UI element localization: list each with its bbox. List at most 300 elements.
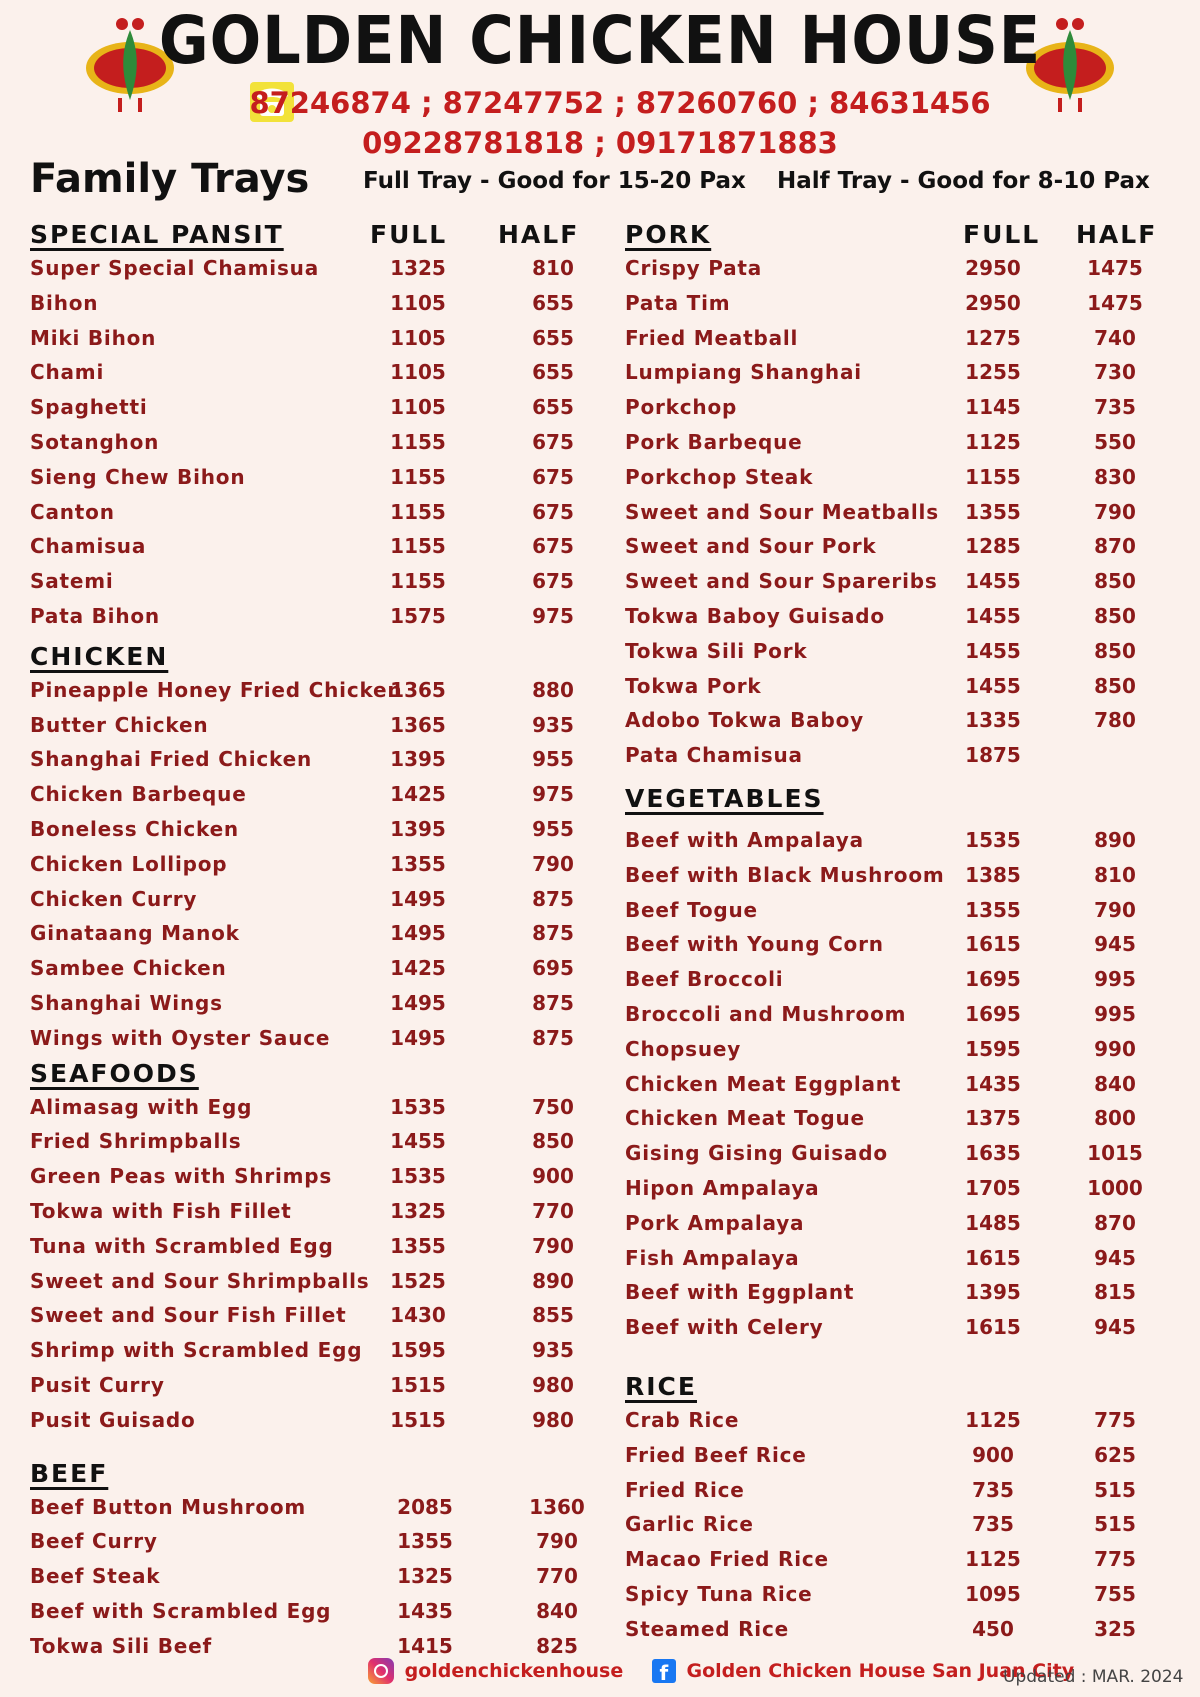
menu-item-name: Butter Chicken xyxy=(30,712,209,737)
menu-item-name: Chicken Curry xyxy=(30,886,198,911)
full-price: 1415 xyxy=(397,1633,453,1658)
half-price: 945 xyxy=(1094,1245,1136,1270)
half-price: 655 xyxy=(532,325,574,350)
full-price: 1125 xyxy=(965,1407,1021,1432)
menu-item-name: Sweet and Sour Spareribs xyxy=(625,569,938,594)
menu-item-row xyxy=(30,846,574,881)
half-price: 840 xyxy=(536,1598,578,1623)
menu-item-row xyxy=(625,1402,1185,1437)
menu-item-name: Boneless Chicken xyxy=(30,816,239,841)
menu-item-row xyxy=(625,737,1185,772)
full-price: 1325 xyxy=(390,1198,446,1223)
menu-item-name: Shanghai Wings xyxy=(30,990,223,1015)
section-header-special-pansit xyxy=(30,214,580,250)
menu-item-row xyxy=(625,1205,1185,1240)
menu-item-name: Pineapple Honey Fried Chicken xyxy=(30,677,403,702)
menu-item-row xyxy=(625,459,1185,494)
full-price: 1430 xyxy=(390,1303,446,1328)
section-header-rice xyxy=(625,1366,1185,1402)
half-price: 975 xyxy=(532,603,574,628)
menu-item-row xyxy=(625,528,1185,563)
menu-item-row xyxy=(625,1135,1185,1170)
menu-item-name: Sweet and Sour Pork xyxy=(625,534,877,559)
menu-item-row xyxy=(30,1158,574,1193)
menu-item-name: Fried Shrimpballs xyxy=(30,1129,242,1154)
menu-item-name: Beef with Eggplant xyxy=(625,1280,855,1305)
half-price: 675 xyxy=(532,464,574,489)
instagram-icon[interactable] xyxy=(368,1658,394,1684)
half-price: 740 xyxy=(1094,325,1136,350)
menu-item-name: Sweet and Sour Fish Fillet xyxy=(30,1303,347,1328)
half-price: 880 xyxy=(532,677,574,702)
footer xyxy=(368,1658,1074,1688)
menu-item-name: Tokwa Pork xyxy=(625,673,762,698)
menu-item-row xyxy=(625,354,1185,389)
menu-item-name: Pork Ampalaya xyxy=(625,1210,805,1235)
full-price: 1615 xyxy=(965,1245,1021,1270)
menu-item-row xyxy=(625,857,1185,892)
restaurant-title: GOLDEN CHICKEN HOUSE xyxy=(158,2,1042,79)
half-price: 800 xyxy=(1094,1106,1136,1131)
menu-item-name: Tokwa Baboy Guisado xyxy=(625,603,885,628)
section-header-chicken xyxy=(30,636,570,672)
menu-item-name: Chicken Barbeque xyxy=(30,782,247,807)
full-price: 1355 xyxy=(965,499,1021,524)
menu-item-name: Satemi xyxy=(30,569,114,594)
half-price: 875 xyxy=(532,990,574,1015)
half-price: 870 xyxy=(1094,534,1136,559)
full-price: 1105 xyxy=(390,325,446,350)
half-price: 790 xyxy=(536,1529,578,1554)
half-price: 980 xyxy=(532,1372,574,1397)
full-price: 1595 xyxy=(965,1036,1021,1061)
full-price: 2950 xyxy=(965,256,1021,280)
menu-item-row xyxy=(30,459,574,494)
menu-item-row xyxy=(625,424,1185,459)
menu-item-name: Alimasag with Egg xyxy=(30,1094,253,1119)
half-price: 675 xyxy=(532,499,574,524)
half-price: 325 xyxy=(1094,1616,1136,1641)
full-price: 1695 xyxy=(965,1001,1021,1026)
half-price: 1475 xyxy=(1087,290,1143,315)
full-price: 1435 xyxy=(397,1598,453,1623)
half-price: 1000 xyxy=(1087,1175,1143,1200)
full-price: 735 xyxy=(972,1512,1014,1537)
half-price: 1360 xyxy=(529,1494,585,1519)
left-menu-column xyxy=(30,214,585,1662)
full-price: 1125 xyxy=(965,429,1021,454)
full-price: 1495 xyxy=(390,1025,446,1050)
menu-item-name: Wings with Oyster Sauce xyxy=(30,1025,331,1050)
menu-item-row xyxy=(625,250,1185,285)
menu-item-name: Steamed Rice xyxy=(625,1616,789,1641)
menu-item-row xyxy=(30,1332,574,1367)
menu-item-row xyxy=(30,250,574,285)
half-price: 695 xyxy=(532,956,574,981)
menu-item-row xyxy=(30,1523,578,1558)
menu-item-name: Fish Ampalaya xyxy=(625,1245,800,1270)
full-price: 1635 xyxy=(965,1141,1021,1166)
half-price: 775 xyxy=(1094,1407,1136,1432)
section-header-beef xyxy=(30,1453,570,1489)
full-price: 1155 xyxy=(390,499,446,524)
full-price: 1385 xyxy=(965,862,1021,887)
section-title: BEEF xyxy=(30,1458,109,1488)
facebook-page[interactable]: Golden Chicken House San Juan City xyxy=(686,1660,1075,1682)
facebook-icon[interactable]: f xyxy=(652,1659,676,1683)
menu-item-name: Sieng Chew Bihon xyxy=(30,464,246,489)
menu-item-row xyxy=(30,950,574,985)
full-price: 1515 xyxy=(390,1372,446,1397)
section-title: RICE xyxy=(625,1371,697,1401)
family-trays-heading: Family Trays xyxy=(30,156,310,202)
menu-item-row xyxy=(30,1367,574,1402)
menu-item-name: Fried Beef Rice xyxy=(625,1442,807,1467)
menu-item-name: Beef with Black Mushroom xyxy=(625,862,945,887)
full-price: 1525 xyxy=(390,1268,446,1293)
full-price: 1155 xyxy=(390,534,446,559)
half-price: 515 xyxy=(1094,1477,1136,1502)
menu-item-row xyxy=(625,926,1185,961)
menu-item-name: Beef with Scrambled Egg xyxy=(30,1598,332,1623)
menu-item-name: Pork Barbeque xyxy=(625,429,803,454)
full-price: 735 xyxy=(972,1477,1014,1502)
half-price: 675 xyxy=(532,569,574,594)
half-price: 995 xyxy=(1094,1001,1136,1026)
menu-item-row xyxy=(30,1193,574,1228)
menu-item-row xyxy=(625,563,1185,598)
rice-list xyxy=(625,1402,1185,1646)
menu-item-row xyxy=(30,320,574,355)
menu-item-row xyxy=(625,494,1185,529)
half-price: 825 xyxy=(536,1633,578,1658)
menu-item-row xyxy=(30,1593,578,1628)
half-price: 975 xyxy=(532,782,574,807)
full-price: 1275 xyxy=(965,325,1021,350)
section-title: VEGETABLES xyxy=(625,783,824,813)
instagram-handle[interactable]: goldenchickenhouse xyxy=(404,1660,624,1682)
menu-item-row xyxy=(625,389,1185,424)
full-price: 1255 xyxy=(965,360,1021,385)
menu-item-row xyxy=(625,598,1185,633)
half-price: 945 xyxy=(1094,1315,1136,1340)
menu-item-row xyxy=(625,1576,1185,1611)
menu-item-row xyxy=(625,1274,1185,1309)
full-price: 1395 xyxy=(390,816,446,841)
menu-item-row xyxy=(625,961,1185,996)
full-price: 1395 xyxy=(965,1280,1021,1305)
full-price: 1125 xyxy=(965,1547,1021,1572)
full-price: 1515 xyxy=(390,1407,446,1432)
menu-item-name: Pusit Curry xyxy=(30,1372,165,1397)
menu-item-row xyxy=(30,1228,574,1263)
full-price: 1355 xyxy=(390,1233,446,1258)
menu-item-row xyxy=(625,822,1185,857)
menu-item-name: Sotanghon xyxy=(30,429,160,454)
full-price: 1155 xyxy=(965,464,1021,489)
menu-item-name: Beef Steak xyxy=(30,1564,161,1589)
menu-item-row xyxy=(625,1170,1185,1205)
menu-item-name: Beef Curry xyxy=(30,1529,158,1554)
half-price: 1475 xyxy=(1087,256,1143,280)
half-price: 890 xyxy=(532,1268,574,1293)
full-price: 1425 xyxy=(390,782,446,807)
menu-item-row xyxy=(625,285,1185,320)
menu-item-row xyxy=(30,811,574,846)
menu-item-name: Chicken Lollipop xyxy=(30,851,228,876)
half-price: 655 xyxy=(532,290,574,315)
menu-item-name: Fried Meatball xyxy=(625,325,799,350)
menu-item-name: Tuna with Scrambled Egg xyxy=(30,1233,334,1258)
menu-item-row xyxy=(30,1020,574,1055)
section-title: SEAFOODS xyxy=(30,1058,199,1088)
menu-item-name: Hipon Ampalaya xyxy=(625,1175,820,1200)
menu-item-row xyxy=(625,702,1185,737)
full-column-label: FULL xyxy=(963,220,1041,249)
menu-item-name: Tokwa Sili Pork xyxy=(625,638,808,663)
full-price: 1485 xyxy=(965,1210,1021,1235)
full-price: 1095 xyxy=(965,1581,1021,1606)
menu-item-name: Porkchop Steak xyxy=(625,464,814,489)
phone-numbers-landline: 87246874 ; 87247752 ; 87260760 ; 84631456 xyxy=(249,86,991,120)
menu-item-row xyxy=(30,881,574,916)
menu-item-row xyxy=(625,996,1185,1031)
menu-item-name: Beef Togue xyxy=(625,897,758,922)
menu-item-name: Shrimp with Scrambled Egg xyxy=(30,1338,363,1363)
full-price: 1365 xyxy=(390,677,446,702)
half-price: 770 xyxy=(532,1198,574,1223)
full-price: 1395 xyxy=(390,747,446,772)
menu-item-row xyxy=(30,494,574,529)
full-price: 1615 xyxy=(965,1315,1021,1340)
menu-item-name: Chopsuey xyxy=(625,1036,742,1061)
menu-item-name: Beef with Young Corn xyxy=(625,932,884,957)
half-price: 770 xyxy=(536,1564,578,1589)
menu-item-name: Pata Tim xyxy=(625,290,731,315)
menu-item-row xyxy=(30,354,574,389)
section-header-vegetables xyxy=(625,778,1185,814)
menu-item-row xyxy=(30,1089,574,1124)
menu-item-row xyxy=(625,1506,1185,1541)
half-price: 995 xyxy=(1094,967,1136,992)
menu-item-name: Beef with Celery xyxy=(625,1315,824,1340)
menu-item-row xyxy=(625,668,1185,703)
menu-item-name: Chicken Meat Eggplant xyxy=(625,1071,902,1096)
menu-item-name: Canton xyxy=(30,499,115,524)
full-price: 1105 xyxy=(390,395,446,420)
full-price: 1575 xyxy=(390,603,446,628)
full-price: 1495 xyxy=(390,921,446,946)
half-tray-info: Half Tray - Good for 8-10 Pax xyxy=(777,168,1150,194)
full-price: 900 xyxy=(972,1442,1014,1467)
half-price: 980 xyxy=(532,1407,574,1432)
seafoods-list xyxy=(30,1089,574,1437)
full-price: 1355 xyxy=(397,1529,453,1554)
half-price: 775 xyxy=(1094,1547,1136,1572)
half-price: 655 xyxy=(532,360,574,385)
menu-item-row xyxy=(30,707,574,742)
full-price: 1535 xyxy=(390,1164,446,1189)
half-price: 1015 xyxy=(1087,1141,1143,1166)
menu-item-row xyxy=(30,389,574,424)
full-price: 1695 xyxy=(965,967,1021,992)
section-title: PORK xyxy=(625,220,712,249)
menu-item-name: Spicy Tuna Rice xyxy=(625,1581,813,1606)
half-price: 815 xyxy=(1094,1280,1136,1305)
full-price: 1875 xyxy=(965,743,1021,768)
half-price: 935 xyxy=(532,712,574,737)
menu-item-name: Miki Bihon xyxy=(30,325,157,350)
menu-item-row xyxy=(625,320,1185,355)
full-price: 1355 xyxy=(965,897,1021,922)
full-price: 1155 xyxy=(390,464,446,489)
menu-item-row xyxy=(30,985,574,1020)
menu-item-row xyxy=(625,1240,1185,1275)
menu-item-name: Garlic Rice xyxy=(625,1512,754,1537)
half-price: 750 xyxy=(532,1094,574,1119)
menu-item-name: Super Special Chamisua xyxy=(30,256,320,280)
menu-item-row xyxy=(30,1489,585,1524)
menu-item-row xyxy=(625,1031,1185,1066)
half-price: 790 xyxy=(532,851,574,876)
menu-item-name: Spaghetti xyxy=(30,395,148,420)
menu-item-row xyxy=(30,1297,574,1332)
full-price: 1425 xyxy=(390,956,446,981)
half-price: 780 xyxy=(1094,708,1136,733)
full-price: 1365 xyxy=(390,712,446,737)
half-price: 730 xyxy=(1094,360,1136,385)
half-column-label: HALF xyxy=(498,220,580,249)
menu-item-name: Lumpiang Shanghai xyxy=(625,360,862,385)
half-price: 675 xyxy=(532,429,574,454)
menu-item-row xyxy=(30,285,574,320)
menu-item-name: Shanghai Fried Chicken xyxy=(30,747,312,772)
full-price: 1435 xyxy=(965,1071,1021,1096)
menu-item-row xyxy=(30,915,574,950)
menu-item-name: Crispy Pata xyxy=(625,256,763,280)
half-price: 850 xyxy=(1094,603,1136,628)
menu-item-name: Adobo Tokwa Baboy xyxy=(625,708,864,733)
section-title: SPECIAL PANSIT xyxy=(30,220,284,249)
half-price: 870 xyxy=(1094,1210,1136,1235)
special-pansit-list xyxy=(30,250,574,633)
menu-item-row xyxy=(625,1437,1185,1472)
section-header-seafoods xyxy=(30,1053,570,1089)
pork-list xyxy=(625,250,1185,772)
half-price: 935 xyxy=(532,1338,574,1363)
menu-item-row xyxy=(30,776,574,811)
menu-item-row xyxy=(30,598,574,633)
menu-item-row xyxy=(30,1558,578,1593)
menu-item-row xyxy=(625,1066,1185,1101)
menu-item-name: Sambee Chicken xyxy=(30,956,227,981)
menu-item-name: Porkchop xyxy=(625,395,738,420)
menu-item-row xyxy=(30,424,574,459)
menu-item-row xyxy=(625,1309,1185,1344)
full-price: 1455 xyxy=(965,603,1021,628)
full-price: 1325 xyxy=(397,1564,453,1589)
full-price: 1615 xyxy=(965,932,1021,957)
menu-item-name: Tokwa Sili Beef xyxy=(30,1633,212,1658)
full-price: 1155 xyxy=(390,429,446,454)
full-price: 450 xyxy=(972,1616,1014,1641)
full-price: 1145 xyxy=(965,395,1021,420)
full-price: 2085 xyxy=(397,1494,453,1519)
full-tray-info: Full Tray - Good for 15-20 Pax xyxy=(363,168,746,194)
full-price: 1495 xyxy=(390,990,446,1015)
menu-item-row xyxy=(625,1611,1185,1646)
half-price: 755 xyxy=(1094,1581,1136,1606)
menu-item-name: Ginataang Manok xyxy=(30,921,240,946)
menu-item-name: Chami xyxy=(30,360,105,385)
menu-item-name: Macao Fried Rice xyxy=(625,1547,829,1572)
half-price: 875 xyxy=(532,886,574,911)
half-column-label: HALF xyxy=(1076,220,1158,249)
full-price: 1375 xyxy=(965,1106,1021,1131)
half-price: 840 xyxy=(1094,1071,1136,1096)
full-price: 1285 xyxy=(965,534,1021,559)
half-price: 735 xyxy=(1094,395,1136,420)
menu-item-row xyxy=(625,1472,1185,1507)
menu-item-name: Pata Chamisua xyxy=(625,743,803,768)
menu-item-row xyxy=(30,672,574,707)
full-price: 1325 xyxy=(390,256,446,280)
beef-list xyxy=(30,1489,585,1663)
half-price: 855 xyxy=(532,1303,574,1328)
menu-item-name: Bihon xyxy=(30,290,99,315)
menu-item-name: Chamisua xyxy=(30,534,147,559)
menu-item-name: Sweet and Sour Meatballs xyxy=(625,499,939,524)
full-price: 1495 xyxy=(390,886,446,911)
half-price: 955 xyxy=(532,747,574,772)
full-price: 1455 xyxy=(390,1129,446,1154)
half-price: 900 xyxy=(532,1164,574,1189)
phone-numbers-mobile: 09228781818 ; 09171871883 xyxy=(362,126,838,160)
menu-item-row xyxy=(30,528,574,563)
section-title: CHICKEN xyxy=(30,641,169,671)
full-price: 1705 xyxy=(965,1175,1021,1200)
half-price: 790 xyxy=(532,1233,574,1258)
half-price: 810 xyxy=(1094,862,1136,887)
menu-item-name: Pata Bihon xyxy=(30,603,160,628)
half-price: 955 xyxy=(532,816,574,841)
full-price: 1105 xyxy=(390,360,446,385)
half-price: 850 xyxy=(532,1129,574,1154)
menu-item-row xyxy=(30,741,574,776)
full-price: 1455 xyxy=(965,673,1021,698)
full-price: 1105 xyxy=(390,290,446,315)
half-price: 810 xyxy=(532,256,574,280)
full-price: 1355 xyxy=(390,851,446,876)
full-price: 1535 xyxy=(965,827,1021,852)
half-price: 990 xyxy=(1094,1036,1136,1061)
full-price: 1595 xyxy=(390,1338,446,1363)
half-price: 790 xyxy=(1094,897,1136,922)
menu-item-row xyxy=(30,1123,574,1158)
half-price: 875 xyxy=(532,1025,574,1050)
menu-item-name: Beef Broccoli xyxy=(625,967,784,992)
full-column-label: FULL xyxy=(370,220,448,249)
half-price: 850 xyxy=(1094,638,1136,663)
vegetables-list xyxy=(625,822,1185,1344)
menu-item-row xyxy=(625,892,1185,927)
full-price: 1535 xyxy=(390,1094,446,1119)
half-price: 890 xyxy=(1094,827,1136,852)
menu-item-name: Sweet and Sour Shrimpballs xyxy=(30,1268,370,1293)
menu-item-name: Beef with Ampalaya xyxy=(625,827,864,852)
full-price: 1335 xyxy=(965,708,1021,733)
half-price: 625 xyxy=(1094,1442,1136,1467)
